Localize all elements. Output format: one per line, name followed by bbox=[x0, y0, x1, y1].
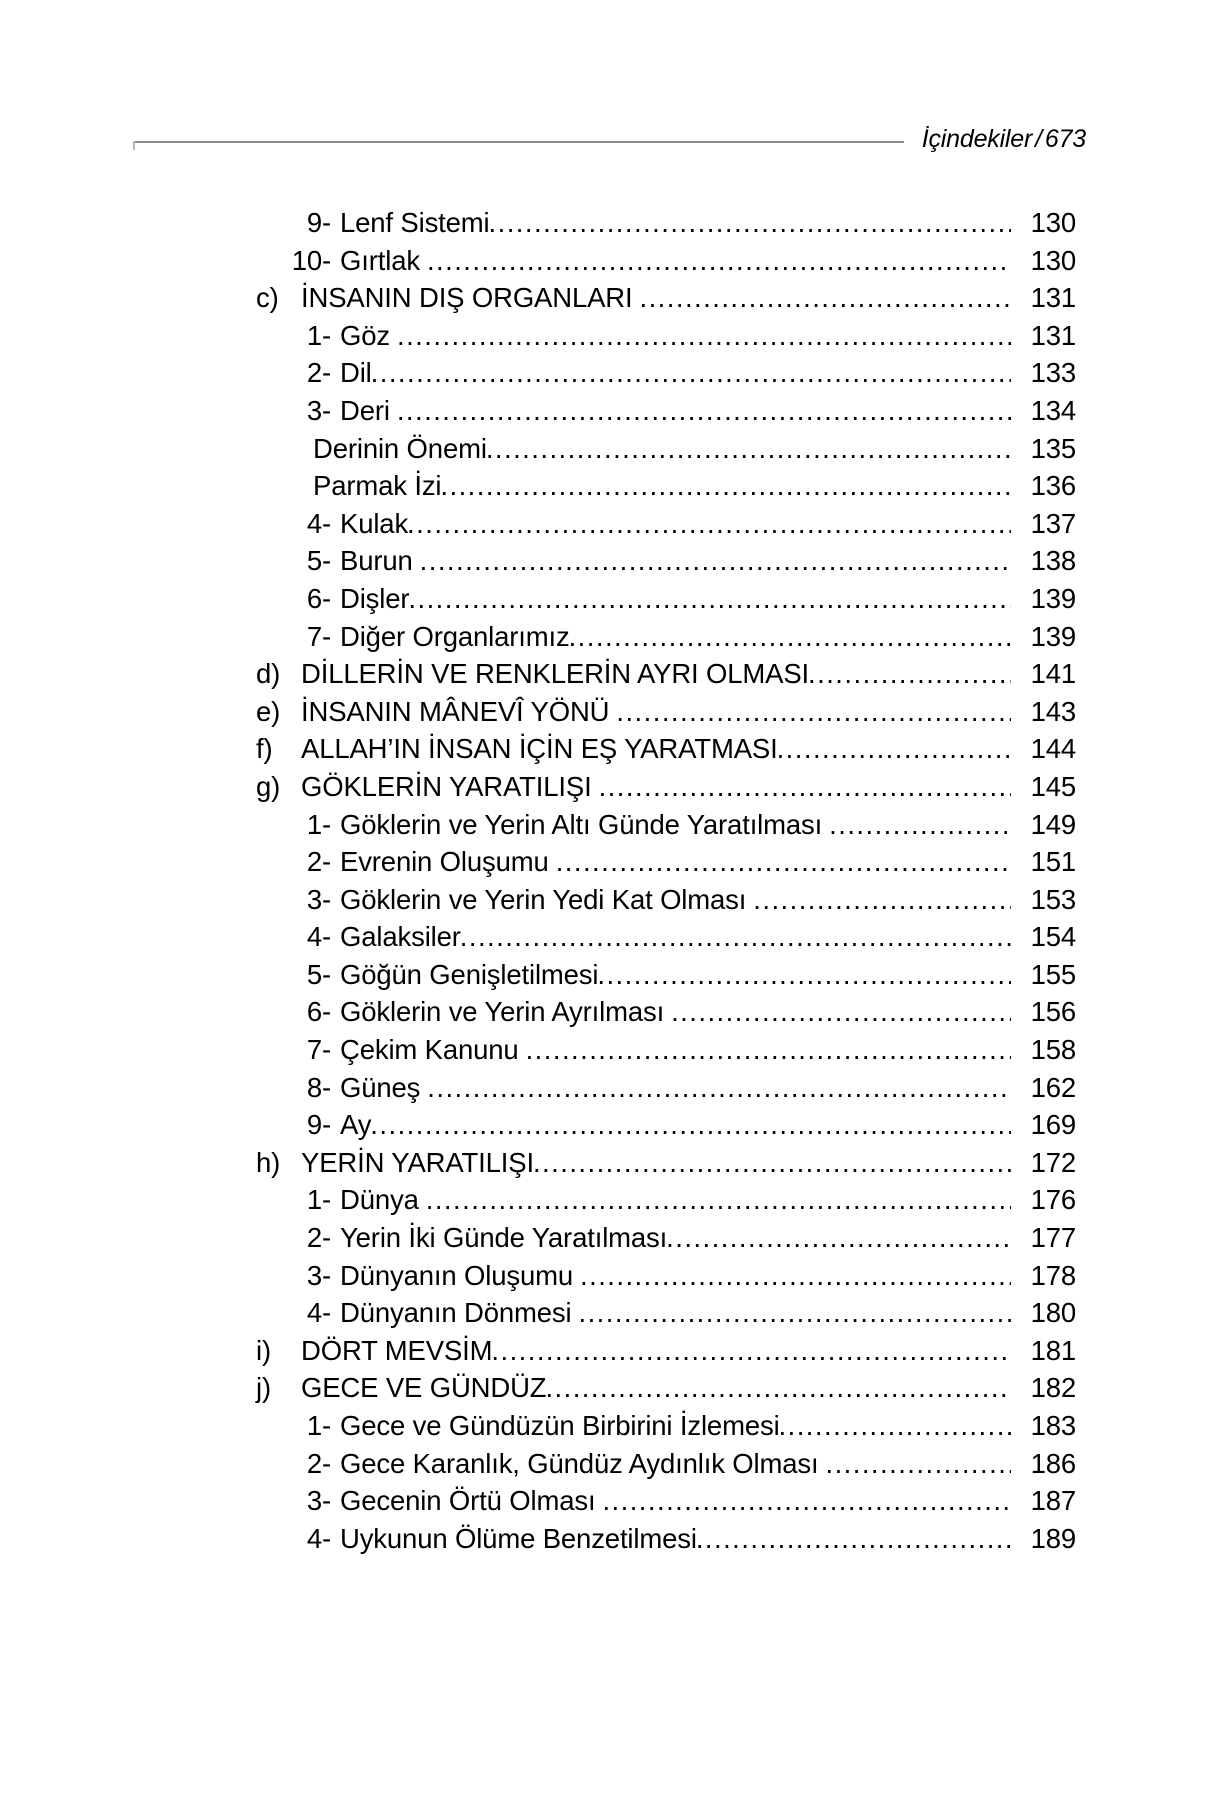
toc-entry-marker: f) bbox=[256, 733, 273, 765]
toc-entry[interactable] bbox=[256, 1144, 1076, 1182]
toc-entry-marker: g) bbox=[256, 770, 281, 802]
toc-entry-marker: 1- bbox=[306, 1410, 331, 1441]
toc-entry-page-number: 176 bbox=[1030, 1184, 1076, 1216]
toc-entry-page-number: 131 bbox=[1030, 319, 1076, 351]
toc-entry[interactable] bbox=[256, 279, 1076, 317]
toc-entry-marker: 6- bbox=[306, 996, 331, 1028]
toc-entry[interactable] bbox=[287, 1031, 1076, 1069]
toc-entry[interactable] bbox=[287, 1520, 1076, 1558]
toc-entry[interactable] bbox=[287, 392, 1076, 430]
toc-entry[interactable] bbox=[256, 1332, 1076, 1370]
toc-entry-title: Diğer Organlarımız bbox=[340, 620, 570, 652]
toc-entry[interactable] bbox=[287, 843, 1076, 881]
toc-entry-marker: 10- bbox=[291, 244, 331, 276]
toc-entry-page-number: 130 bbox=[1030, 207, 1076, 238]
toc-entry-marker: 3- bbox=[306, 1259, 331, 1291]
toc-entry-page-number: 158 bbox=[1030, 1034, 1076, 1066]
toc-entry-marker: 2- bbox=[306, 357, 331, 389]
toc-entry[interactable] bbox=[287, 354, 1076, 392]
toc-entry-page-number: 182 bbox=[1030, 1372, 1076, 1404]
toc-entry-page-number: 177 bbox=[1030, 1222, 1076, 1254]
toc-entry-title: Uykunun Ölüme Benzetilmesi bbox=[340, 1522, 697, 1554]
toc-entry-marker: 6- bbox=[306, 582, 331, 614]
toc-entry-title: Dünyanın Dönmesi bbox=[340, 1297, 572, 1329]
toc-dot-leader bbox=[407, 505, 1011, 543]
toc-entry-marker: 4- bbox=[306, 507, 331, 539]
toc-dot-leader bbox=[640, 279, 1012, 317]
toc-dot-leader bbox=[440, 467, 1011, 505]
toc-entry-title: GECE VE GÜNDÜZ bbox=[301, 1372, 547, 1404]
toc-entry-page-number: 133 bbox=[1030, 357, 1076, 389]
toc-entry-marker: 9- bbox=[306, 1109, 331, 1141]
toc-dot-leader bbox=[545, 1369, 1011, 1407]
toc-dot-leader bbox=[569, 618, 1011, 656]
toc-entry[interactable] bbox=[287, 1257, 1076, 1295]
toc-dot-leader bbox=[420, 542, 1011, 580]
toc-dot-leader bbox=[597, 956, 1011, 994]
toc-entry-marker: 5- bbox=[306, 545, 331, 577]
toc-dot-leader bbox=[408, 580, 1011, 618]
toc-entry-title: Gecenin Örtü Olması bbox=[340, 1485, 596, 1517]
toc-entry-page-number: 181 bbox=[1030, 1334, 1076, 1366]
toc-entry-marker: 3- bbox=[306, 394, 331, 426]
toc-entry-page-number: 169 bbox=[1030, 1109, 1076, 1141]
toc-entry[interactable] bbox=[287, 618, 1076, 656]
toc-entry-page-number: 137 bbox=[1030, 507, 1076, 539]
toc-entry-title: Lenf Sistemi bbox=[340, 207, 490, 238]
toc-entry-page-number: 130 bbox=[1030, 244, 1076, 276]
toc-entry-marker: 2- bbox=[306, 846, 331, 878]
toc-entry-page-number: 145 bbox=[1030, 770, 1076, 802]
toc-entry-title: Dünyanın Oluşumu bbox=[340, 1259, 574, 1291]
toc-entry-marker: i) bbox=[256, 1334, 271, 1366]
toc-entry-title: Galaksiler bbox=[340, 921, 461, 953]
toc-entry-title: Gece Karanlık, Gündüz Aydınlık Olması bbox=[340, 1447, 819, 1479]
toc-entry-page-number: 143 bbox=[1030, 695, 1076, 727]
toc-entry-title: Göklerin ve Yerin Yedi Kat Olması bbox=[340, 883, 747, 915]
toc-entry-marker: e) bbox=[256, 695, 281, 727]
toc-entry-page-number: 156 bbox=[1030, 996, 1076, 1028]
toc-entry-title: Yerin İki Günde Yaratılması bbox=[340, 1222, 668, 1254]
header-rule-tick bbox=[133, 141, 135, 150]
toc-dot-leader bbox=[526, 1031, 1011, 1069]
toc-entry-marker: h) bbox=[256, 1146, 281, 1178]
toc-entry-page-number: 141 bbox=[1030, 658, 1076, 690]
toc-entry-title: ALLAH’IN İNSAN İÇİN EŞ YARATMASI bbox=[301, 733, 778, 765]
toc-entry-title: İNSANIN MÂNEVÎ YÖNÜ bbox=[301, 695, 610, 727]
toc-entry[interactable] bbox=[287, 1181, 1076, 1219]
toc-entry-title: Çekim Kanunu bbox=[340, 1034, 519, 1066]
toc-entry-marker: 2- bbox=[306, 1222, 331, 1254]
toc-entry-marker: 1- bbox=[306, 1184, 331, 1216]
toc-entry-marker: 1- bbox=[306, 808, 331, 840]
toc-entry-page-number: 149 bbox=[1030, 808, 1076, 840]
header-page-number: 673 bbox=[1044, 124, 1086, 153]
toc-entry[interactable] bbox=[313, 430, 1076, 468]
toc-entry-page-number: 131 bbox=[1030, 282, 1076, 314]
toc-dot-leader bbox=[460, 918, 1011, 956]
toc-entry-title: Ay bbox=[340, 1109, 372, 1141]
toc-dot-leader bbox=[533, 1144, 1011, 1182]
toc-entry-title: Göklerin ve Yerin Altı Günde Yaratılması bbox=[340, 808, 823, 840]
toc-dot-leader bbox=[602, 1482, 1011, 1520]
toc-entry-marker: 2- bbox=[306, 1447, 331, 1479]
toc-dot-leader bbox=[370, 1106, 1011, 1144]
toc-entry-page-number: 189 bbox=[1030, 1522, 1076, 1554]
toc-entry-page-number: 183 bbox=[1030, 1410, 1076, 1441]
toc-entry-page-number: 136 bbox=[1030, 470, 1076, 502]
toc-entry-page-number: 139 bbox=[1030, 582, 1076, 614]
toc-entry-marker: j) bbox=[256, 1372, 271, 1404]
toc-entry-page-number: 178 bbox=[1030, 1259, 1076, 1291]
toc-entry[interactable] bbox=[287, 806, 1076, 844]
toc-entry-marker: 7- bbox=[306, 1034, 331, 1066]
toc-entry-marker: 4- bbox=[306, 1522, 331, 1554]
toc-dot-leader bbox=[777, 730, 1011, 768]
toc-entry-title: DÖRT MEVSİM bbox=[301, 1334, 493, 1366]
toc-dot-leader bbox=[427, 1069, 1011, 1107]
toc-entry-page-number: 162 bbox=[1030, 1071, 1076, 1103]
toc-dot-leader bbox=[666, 1219, 1011, 1257]
toc-entry[interactable] bbox=[287, 956, 1076, 994]
page-title bbox=[921, 124, 1086, 153]
toc-entry-page-number: 187 bbox=[1030, 1485, 1076, 1517]
toc-entry[interactable] bbox=[287, 242, 1076, 280]
toc-entry-page-number: 153 bbox=[1030, 883, 1076, 915]
toc-dot-leader bbox=[397, 317, 1011, 355]
toc-entry[interactable] bbox=[287, 1106, 1076, 1144]
toc-entry[interactable] bbox=[287, 1482, 1076, 1520]
toc-entry-page-number: 139 bbox=[1030, 620, 1076, 652]
toc-entry[interactable] bbox=[313, 467, 1076, 505]
toc-dot-leader bbox=[808, 655, 1011, 693]
toc-entry-page-number: 180 bbox=[1030, 1297, 1076, 1329]
toc-dot-leader bbox=[825, 1445, 1011, 1483]
toc-dot-leader bbox=[397, 392, 1011, 430]
header-rule bbox=[133, 141, 904, 143]
toc-entry-page-number: 138 bbox=[1030, 545, 1076, 577]
toc-entry-title: Dünya bbox=[340, 1184, 419, 1216]
toc-entry[interactable] bbox=[256, 768, 1076, 806]
toc-entry-title: İNSANIN DIŞ ORGANLARI bbox=[301, 282, 633, 314]
toc-entry-title: Gece ve Gündüzün Birbirini İzlemesi bbox=[340, 1410, 780, 1441]
toc-entry-title: Gırtlak bbox=[340, 244, 420, 276]
toc-entry-page-number: 144 bbox=[1030, 733, 1076, 765]
toc-entry[interactable] bbox=[287, 505, 1076, 543]
toc-entry-marker: 5- bbox=[306, 958, 331, 990]
toc-entry[interactable] bbox=[256, 1369, 1076, 1407]
toc-entry-marker: 4- bbox=[306, 1297, 331, 1329]
toc-entry-title: Dişler bbox=[340, 582, 410, 614]
toc-entry[interactable] bbox=[256, 693, 1076, 731]
toc-dot-leader bbox=[486, 430, 1011, 468]
toc-entry-title: Dil bbox=[340, 357, 372, 389]
toc-entry-marker: 4- bbox=[306, 921, 331, 953]
toc-entry[interactable] bbox=[287, 918, 1076, 956]
toc-entry[interactable] bbox=[287, 993, 1076, 1031]
running-header bbox=[0, 118, 1221, 160]
toc-entry[interactable] bbox=[287, 580, 1076, 618]
toc-dot-leader bbox=[556, 843, 1011, 881]
toc-dot-leader bbox=[578, 1294, 1011, 1332]
toc-entry-marker: 9- bbox=[306, 207, 331, 238]
toc-entry[interactable] bbox=[256, 730, 1076, 768]
toc-entry[interactable] bbox=[287, 317, 1076, 355]
toc-entry[interactable] bbox=[287, 1445, 1076, 1483]
toc-entry[interactable] bbox=[256, 655, 1076, 693]
toc-entry-title: Derinin Önemi bbox=[313, 432, 487, 464]
toc-dot-leader bbox=[696, 1520, 1011, 1558]
toc-entry-title: YERİN YARATILIŞI bbox=[301, 1146, 534, 1178]
header-title-text: İçindekiler bbox=[921, 124, 1033, 153]
toc-entry-marker: d) bbox=[256, 658, 281, 690]
toc-dot-leader bbox=[491, 1332, 1011, 1370]
toc-dot-leader bbox=[753, 881, 1011, 919]
toc-dot-leader bbox=[616, 693, 1011, 731]
toc-entry-title: Göğün Genişletilmesi bbox=[340, 958, 599, 990]
toc-dot-leader bbox=[371, 354, 1011, 392]
toc-entry-marker: 3- bbox=[306, 883, 331, 915]
toc-entry-marker: 7- bbox=[306, 620, 331, 652]
toc-entry-title: Kulak bbox=[340, 507, 409, 539]
toc-entry-marker: 8- bbox=[306, 1071, 331, 1103]
toc-entry-title: GÖKLERİN YARATILIŞI bbox=[301, 770, 592, 802]
toc-entry-page-number: 172 bbox=[1030, 1146, 1076, 1178]
toc-entry-title: Güneş bbox=[340, 1071, 421, 1103]
toc-entry-page-number: 154 bbox=[1030, 921, 1076, 953]
toc-entry-page-number: 135 bbox=[1030, 432, 1076, 464]
toc-entry-title: Burun bbox=[340, 545, 413, 577]
toc-dot-leader bbox=[426, 1181, 1011, 1219]
toc-entry-title: Deri bbox=[340, 394, 390, 426]
toc-entry-title: Evrenin Oluşumu bbox=[340, 846, 549, 878]
toc-entry-title: DİLLERİN VE RENKLERİN AYRI OLMASI bbox=[301, 658, 810, 690]
toc-entry[interactable] bbox=[287, 1407, 1076, 1445]
toc-dot-leader bbox=[671, 993, 1011, 1031]
toc-entry-page-number: 186 bbox=[1030, 1447, 1076, 1479]
toc-dot-leader bbox=[779, 1407, 1011, 1445]
toc-entry-page-number: 134 bbox=[1030, 394, 1076, 426]
toc-entry-page-number: 151 bbox=[1030, 846, 1076, 878]
toc-entry-marker: 3- bbox=[306, 1485, 331, 1517]
toc-entry-marker: c) bbox=[256, 282, 279, 314]
toc-entry[interactable] bbox=[287, 1294, 1076, 1332]
toc-entry[interactable] bbox=[287, 1219, 1076, 1257]
toc-dot-leader bbox=[489, 204, 1011, 242]
toc-entry-page-number: 155 bbox=[1030, 958, 1076, 990]
toc-entry-title: Göz bbox=[340, 319, 390, 351]
toc-entry-title: Parmak İzi bbox=[313, 470, 442, 502]
toc-dot-leader bbox=[599, 768, 1011, 806]
toc-dot-leader bbox=[427, 242, 1011, 280]
header-separator: / bbox=[1035, 124, 1042, 153]
toc-dot-leader bbox=[580, 1257, 1011, 1295]
toc-dot-leader bbox=[829, 806, 1011, 844]
table-of-contents bbox=[0, 204, 1221, 1557]
toc-entry-title: Göklerin ve Yerin Ayrılması bbox=[340, 996, 665, 1028]
toc-entry[interactable] bbox=[287, 1069, 1076, 1107]
toc-entry-marker: 1- bbox=[306, 319, 331, 351]
toc-entry[interactable] bbox=[287, 542, 1076, 580]
toc-entry[interactable] bbox=[287, 881, 1076, 919]
toc-entry[interactable] bbox=[287, 204, 1076, 242]
